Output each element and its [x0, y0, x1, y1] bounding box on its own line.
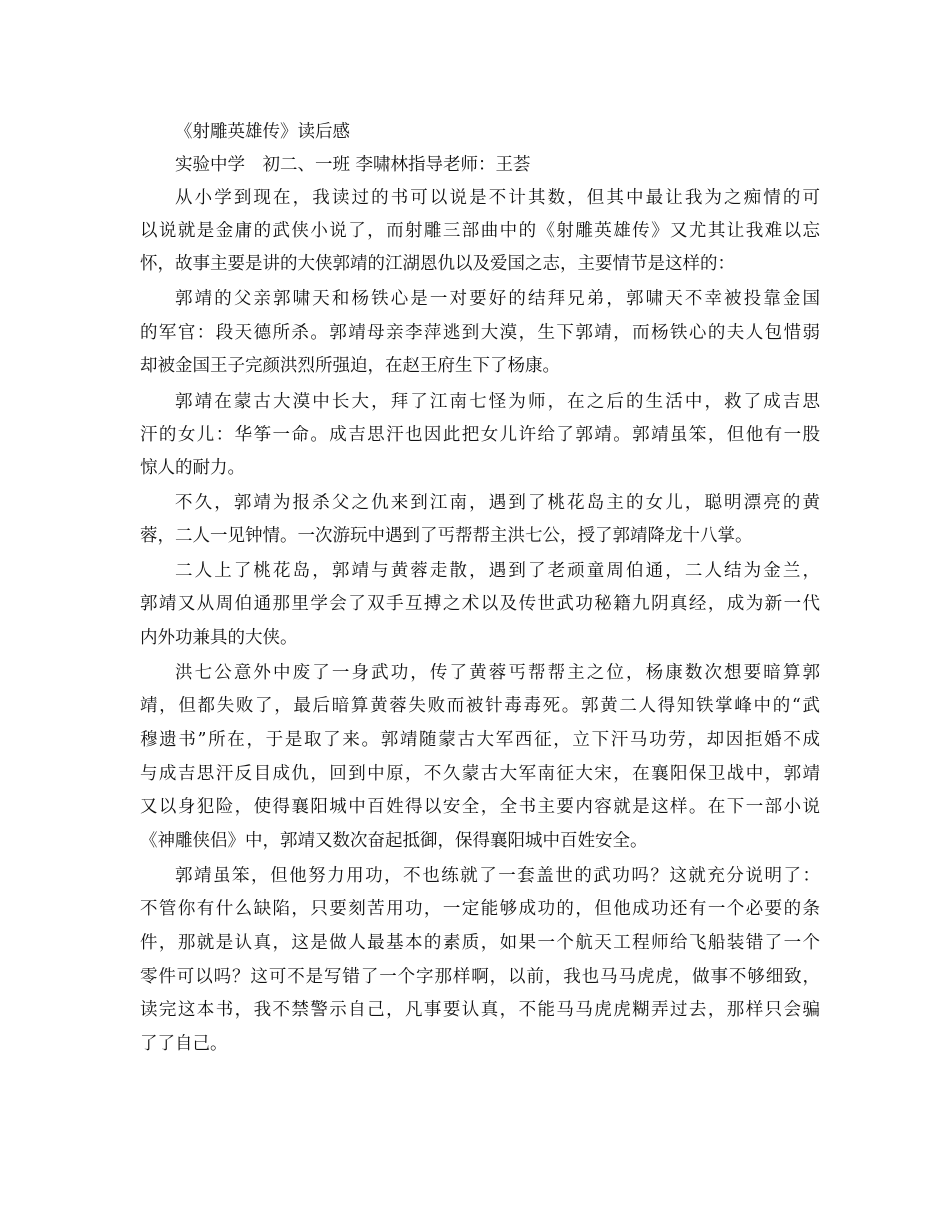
paragraph-line: 洪七公意外中废了一身武功，传了黄蓉丐帮帮主之位，杨康数次想要暗算郭 [175, 663, 820, 683]
paragraph-line: 郭靖又从周伯通那里学会了双手互搏之术以及传世武功秘籍九阴真经，成为新一代 [140, 594, 820, 614]
paragraph-line: 穆遗书”所在，于是取了来。郭靖随蒙古大军西征，立下汗马功劳，却因拒婚不成 [140, 730, 820, 750]
paragraph-line: 郭靖虽笨，但他努力用功，不也练就了一套盖世的武功吗？这就充分说明了： [175, 866, 820, 886]
paragraph-line: 件，那就是认真，这是做人最基本的素质，如果一个航天工程师给飞船装错了一个 [140, 933, 820, 953]
paragraph-line: 汗的女儿：华筝一命。成吉思汗也因此把女儿许给了郭靖。郭靖虽笨，但他有一股 [140, 425, 820, 445]
document-title: 《射雕英雄传》读后感 [175, 122, 350, 142]
paragraph-line: 蓉，二人一见钟情。一次游玩中遇到了丐帮帮主洪七公，授了郭靖降龙十八掌。 [140, 526, 753, 546]
paragraph-line: 《神雕侠侣》中，郭靖又数次奋起抵御，保得襄阳城中百姓安全。 [140, 831, 648, 851]
paragraph-line: 内外功兼具的大侠。 [140, 628, 298, 648]
paragraph-line: 却被金国王子完颜洪烈所强迫，在赵王府生下了杨康。 [140, 356, 560, 376]
paragraph-line: 以说就是金庸的武侠小说了，而射雕三部曲中的《射雕英雄传》又尤其让我难以忘 [140, 221, 820, 241]
document-byline: 实验中学 初二、一班 李啸林指导老师：王荟 [175, 155, 531, 175]
paragraph-line: 零件可以吗？这可不是写错了一个字那样啊，以前，我也马马虎虎，做事不够细致， [140, 967, 820, 987]
paragraph-line: 郭靖的父亲郭啸天和杨铁心是一对要好的结拜兄弟，郭啸天不幸被投靠金国 [175, 289, 820, 309]
paragraph-line: 靖，但都失败了，最后暗算黄蓉失败而被针毒毒死。郭黄二人得知铁掌峰中的“武 [140, 696, 820, 716]
paragraph-line: 惊人的耐力。 [140, 458, 245, 478]
paragraph-line: 怀，故事主要是讲的大侠郭靖的江湖恩仇以及爱国之志，主要情节是这样的： [140, 254, 735, 274]
paragraph-line: 读完这本书，我不禁警示自己，凡事要认真，不能马马虎虎糊弄过去，那样只会骗 [140, 1000, 820, 1020]
paragraph-line: 与成吉思汗反目成仇，回到中原，不久蒙古大军南征大宋，在襄阳保卫战中，郭靖 [140, 764, 820, 784]
paragraph-line: 不久，郭靖为报杀父之仇来到江南，遇到了桃花岛主的女儿，聪明漂亮的黄 [175, 493, 820, 513]
paragraph-line: 了了自己。 [140, 1034, 228, 1054]
paragraph-line: 又以身犯险，使得襄阳城中百姓得以安全，全书主要内容就是这样。在下一部小说 [140, 797, 820, 817]
paragraph-line: 二人上了桃花岛，郭靖与黄蓉走散，遇到了老顽童周伯通，二人结为金兰， [175, 561, 820, 581]
paragraph-line: 不管你有什么缺陷，只要刻苦用功，一定能够成功的，但他成功还有一个必要的条 [140, 899, 820, 919]
paragraph-line: 从小学到现在，我读过的书可以说是不计其数，但其中最让我为之痴情的可 [175, 188, 820, 208]
paragraph-line: 的军官：段天德所杀。郭靖母亲李萍逃到大漠，生下郭靖，而杨铁心的夫人包惜弱 [140, 323, 820, 343]
paragraph-line: 郭靖在蒙古大漠中长大，拜了江南七怪为师，在之后的生活中，救了成吉思 [175, 392, 820, 412]
